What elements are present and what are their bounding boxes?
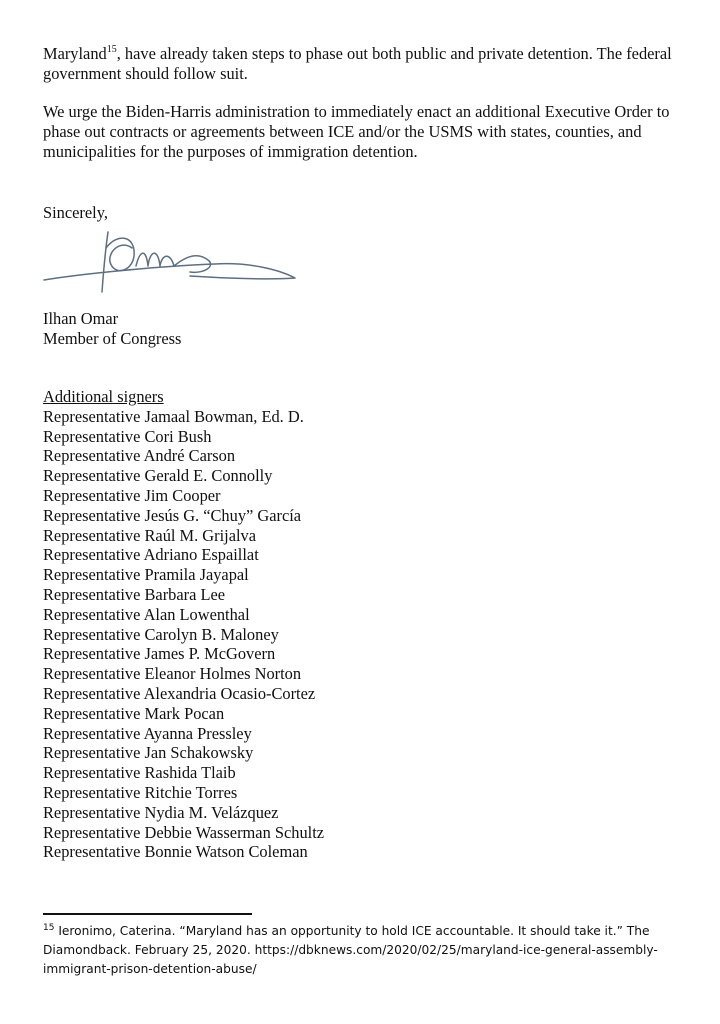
signer-row: Representative Carolyn B. Maloney [43,624,279,644]
signer-row: Representative Debbie Wasserman Schultz [43,822,325,842]
signer-row: Representative Jim Cooper [43,485,221,505]
signer-row: Representative Cori Bush [43,426,212,446]
signer-row: Representative Eleanor Holmes Norton [43,664,302,684]
footnote-number: 15 [43,923,55,933]
footnote-text: Ieronimo, Caterina. “Maryland has an opportunity to hold ICE accountable. It should take it.” The Diamondback. February 25, 2020. https://dbknews.com/2020/02/25/maryland-ice-general-assembly-immigrant-prison-detention-abuse/ [43,924,658,976]
footnote-divider [43,913,252,915]
paragraph-request: We urge the Biden-Harris administration to immediately enact an additional Executive Order to phase out contracts or agreements between ICE and/or the USMS with states, counties, and municipalities for the purposes of immigration detention. [43,102,670,161]
signature-flourish [44,264,295,280]
signature-image [40,226,305,300]
additional-signers-heading: Additional signers [43,387,164,406]
signer-row: Representative Alan Lowenthal [43,604,250,624]
signer-row: Representative André Carson [43,446,236,466]
signer-title: Member of Congress [43,329,182,348]
signer-row: Representative Pramila Jayapal [43,565,249,585]
footnote [43,922,683,979]
footnote-ref: 15 [106,44,117,55]
signer-name: Ilhan Omar [43,309,119,328]
signer-row: Representative Bonnie Watson Coleman [43,842,308,862]
state-name: Maryland [43,44,107,63]
signer-row: Representative Ayanna Pressley [43,723,252,743]
signer-row: Representative Barbara Lee [43,584,226,604]
signer-row: Representative Raúl M. Grijalva [43,525,257,545]
paragraph-maryland-text: , have already taken steps to phase out both public and private detention. The federal government should follow suit. [43,44,672,83]
signature-loop-o [106,238,134,270]
signer-block [43,309,181,349]
signature-letter-m [136,253,174,266]
signer-row: Representative Ritchie Torres [43,782,238,802]
signer-row: Representative Nydia M. Velázquez [43,802,279,822]
paragraph-maryland [43,44,683,84]
signer-rows [43,407,324,862]
signer-row: Representative Jamaal Bowman, Ed. D. [43,406,304,426]
signer-row: Representative Mark Pocan [43,703,225,723]
signer-row: Representative Adriano Espaillat [43,545,259,565]
signer-row: Representative Rashida Tlaib [43,763,236,783]
additional-signers-list [43,387,324,862]
signer-row: Representative James P. McGovern [43,644,276,664]
signer-row: Representative Jesús G. “Chuy” García [43,505,302,525]
closing-salutation: Sincerely, [43,203,108,222]
signer-row: Representative Jan Schakowsky [43,743,254,763]
signature-letter-i [102,232,108,292]
signer-row: Representative Alexandria Ocasio-Cortez [43,683,316,703]
signer-row: Representative Gerald E. Connolly [43,466,273,486]
letter-body [43,44,683,180]
